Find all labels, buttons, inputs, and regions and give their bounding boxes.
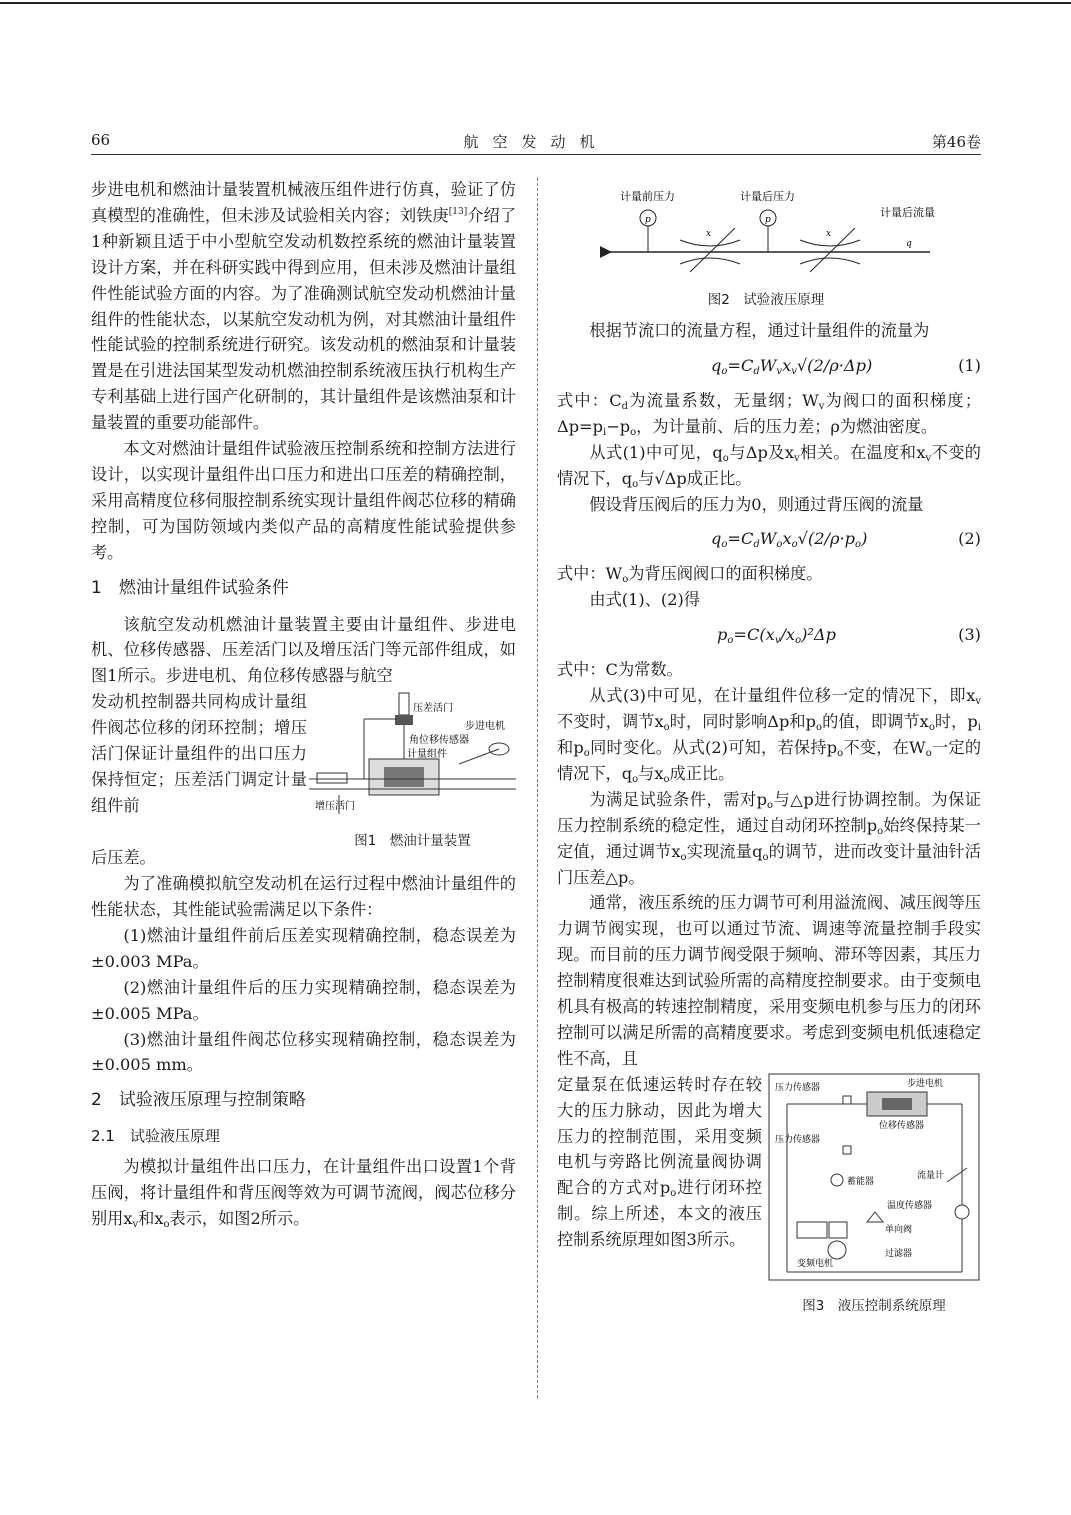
paragraph: 通常，液压系统的压力调节可利用溢流阀、减压阀等压力调节阀实现，也可以通过节流、调速等流量控制手段实现。而目前的压力调节阀受限于频响、滞环等因素，其压力控制精度很难达到试验所需的高精度控制要求。由于变频电机具有极高的转速控制精度，采用变频电机参与压力的闭环控制可以满足所需的高精度要求。考虑到变频电机低速稳定性不高，且 <box>557 893 981 1068</box>
paragraph: 式中：$C_d$为流量系数，无量纲；$W_v$为阀口的面积梯度；$\Delta p=p_i-p_o$，为计量前、后的压力差；ρ为燃油密度。 <box>557 390 982 438</box>
wrapped-text: 定量泵在低速运转时存在较大的压力脉动，因此为增大压力的控制范围，采用变频电机与旁路比例流量阀协调配合的方式对$p_o$进行闭环控制。综上所述，本文的液压控制系统原理如图3所示。 <box>557 1074 762 1250</box>
figure3-wrap <box>557 1072 981 1314</box>
page-number: 66 <box>91 131 111 149</box>
figure-2-caption: 图2 试验液压原理 <box>707 292 825 308</box>
paragraph: 根据节流口的流量方程，通过计量组件的流量为 <box>589 321 930 340</box>
column-separator <box>537 178 538 1398</box>
figure-1-caption: 图1 燃油计量装置 <box>354 833 471 850</box>
fig3-label: 温度传感器 <box>887 1200 933 1211</box>
journal-title: 航空发动机 <box>463 133 609 151</box>
paragraph: 为了准确模拟航空发动机在运行过程中燃油计量组件的性能状态，其性能试验需满足以下条件： <box>91 874 516 920</box>
hydraulic-control-system-drawing <box>767 1072 981 1282</box>
equation-1: $q_o=C_dW_vx_v√(2/\rho\cdot\Delta p)$ (1) <box>557 344 981 388</box>
equation-number: (3) <box>958 625 981 645</box>
paragraph: 由式(1)、(2)得 <box>589 590 700 610</box>
fig3-label: 压力传感器 <box>775 1082 821 1093</box>
fig3-label: 蓄能器 <box>847 1176 875 1187</box>
paragraph: 为满足试验条件，需对$p_o$与△p进行协调控制。为保证压力控制系统的稳定性，通过自动闭环控制$p_o$始终保持某一定值，通过调节$x_o$实现流量$q_o$的调节，进而改变计量油针活门压差△p。 <box>557 789 981 887</box>
paragraph: 本文对燃油计量组件试验液压控制系统和控制方法进行设计，以实现计量组件出口压力和进出口压差的精确控制，采用高精度位移伺服控制系统实现计量组件阀芯位移的精确控制，可为国防领域内类似产品的高精度性能试验提供参考。 <box>91 439 516 562</box>
fig3-label: 步进电机 <box>907 1078 944 1089</box>
equation-number: (1) <box>958 355 981 375</box>
condition-3: (3)燃油计量组件阀芯位移实现精确控制，稳态误差为±0.005 mm。 <box>91 1029 516 1075</box>
equation-3: $p_o=C(x_v/x_o)^2\Delta p$ (3) <box>557 613 981 657</box>
fig2-label: p <box>765 215 771 225</box>
right-column <box>557 318 982 1314</box>
fig2-label: q <box>906 239 912 249</box>
fig1-label: 增压活门 <box>315 801 355 813</box>
paragraph: 从式(1)中可见，$q_o$与Δp及$x_v$相关。在温度和$x_v$不变的情况下，$q_o$与√Δp成正比。 <box>557 442 981 490</box>
paragraph: 该航空发动机燃油计量装置主要由计量组件、步进电机、位移传感器、压差活门以及增压活门等元部件组成，如图1所示。步进电机、角位移传感器与航空 <box>91 614 516 686</box>
fig2-label: 计量前压力 <box>620 190 675 203</box>
header-rule <box>91 154 981 155</box>
volume-label: 第46卷 <box>931 133 981 151</box>
test-hydraulic-principle-drawing <box>590 180 942 288</box>
fig2-label: x <box>826 229 832 239</box>
paragraph: 假设背压阀后的压力为0，则通过背压阀的流量 <box>589 494 924 514</box>
figure-1 <box>309 689 516 850</box>
section-heading-2: 2 试验液压原理与控制策略 <box>91 1090 306 1111</box>
fig3-label: 过滤器 <box>885 1248 913 1259</box>
paragraph: 为模拟计量组件出口压力，在计量组件出口设置1个背压阀，将计量组件和背压阀等效为可调节流阀，阀芯位移分别用$x_v$和$x_o$表示，如图2所示。 <box>91 1157 516 1230</box>
equation-number: (2) <box>958 529 981 549</box>
paragraph: 步进电机和燃油计量装置机械液压组件进行仿真，验证了仿真模型的准确性，但未涉及试验相关内容；刘铁庚[13]介绍了1种新颖且适于中小型航空发动机数控系统的燃油计量装置设计方案，并在科研实践中得到应用，但未涉及燃油计量组件性能试验方面的内容。为了准确测试航空发动机燃油计量组件的性能状态，以某航空发动机为例，对其燃油计量组件性能试验的控制系统进行研究。该发动机的燃油泵和计量装置是在引进法国某型发动机燃油控制系统液压执行机构生产专利基础上进行国产化研制的，其计量组件是该燃油泵和计量装置的重要功能部件。 <box>91 180 517 433</box>
wrapped-text: 发动机控制器共同构成计量组件阀芯位移的闭环控制；增压活门保证计量组件的出口压力保持恒定；压差活门调定计量组件前 <box>91 692 307 815</box>
citation-ref: [13] <box>448 206 468 217</box>
figure-3 <box>767 1072 981 1314</box>
fig1-label: 压差活门 <box>413 703 453 715</box>
condition-2: (2)燃油计量组件后的压力实现精确控制，稳态误差为±0.005 MPa。 <box>91 977 516 1023</box>
fig3-label: 位移传感器 <box>879 1120 925 1131</box>
condition-1: (1)燃油计量组件前后压差实现精确控制，稳态误差为±0.003 MPa。 <box>91 925 516 971</box>
section-heading-1: 1 燃油计量组件试验条件 <box>91 577 289 598</box>
fig1-label: 角位移传感器 <box>409 735 469 747</box>
page-header <box>91 131 981 151</box>
fig2-label: p <box>645 215 651 225</box>
fig1-label: 步进电机 <box>465 721 505 733</box>
fig3-label: 流量计 <box>917 1170 945 1181</box>
fuel-metering-device-drawing <box>309 689 516 819</box>
paragraph: 后压差。 <box>91 848 156 868</box>
figure-3-caption: 图3 液压控制系统原理 <box>802 1297 946 1314</box>
fig2-label: 计量后压力 <box>740 190 795 203</box>
fig3-label: 变频电机 <box>797 1258 834 1269</box>
figure-2 <box>590 180 942 290</box>
subsection-heading-2-1: 2.1 试验液压原理 <box>91 1127 220 1146</box>
fig2-label: 计量后流量 <box>880 206 935 219</box>
fig3-label: 单向阀 <box>885 1224 913 1235</box>
left-column <box>91 177 516 1232</box>
fig1-label: 计量组件 <box>407 749 447 761</box>
paragraph: 从式(3)中可见，在计量组件位移一定的情况下，即$x_v$不变时，调节$x_o$时，同时影响Δp和$p_o$的值，即调节$x_o$时，$p_i$和$p_o$同时变化。从式(2)可知，若保持$p_o$不变，在$W_o$一定的情况下，$q_o$与$x_o$成正比。 <box>557 686 982 785</box>
figure1-wrap <box>91 689 516 850</box>
top-border <box>0 2 1071 4</box>
paragraph: 式中：C为常数。 <box>557 660 683 680</box>
fig3-label: 压力传感器 <box>775 1134 821 1145</box>
equation-2: $q_o=C_dW_ox_o√(2/\rho\cdot p_o)$ (2) <box>557 517 981 561</box>
fig2-label: x <box>706 229 712 239</box>
paragraph: 式中：$W_o$为背压阀阀口的面积梯度。 <box>557 564 823 586</box>
